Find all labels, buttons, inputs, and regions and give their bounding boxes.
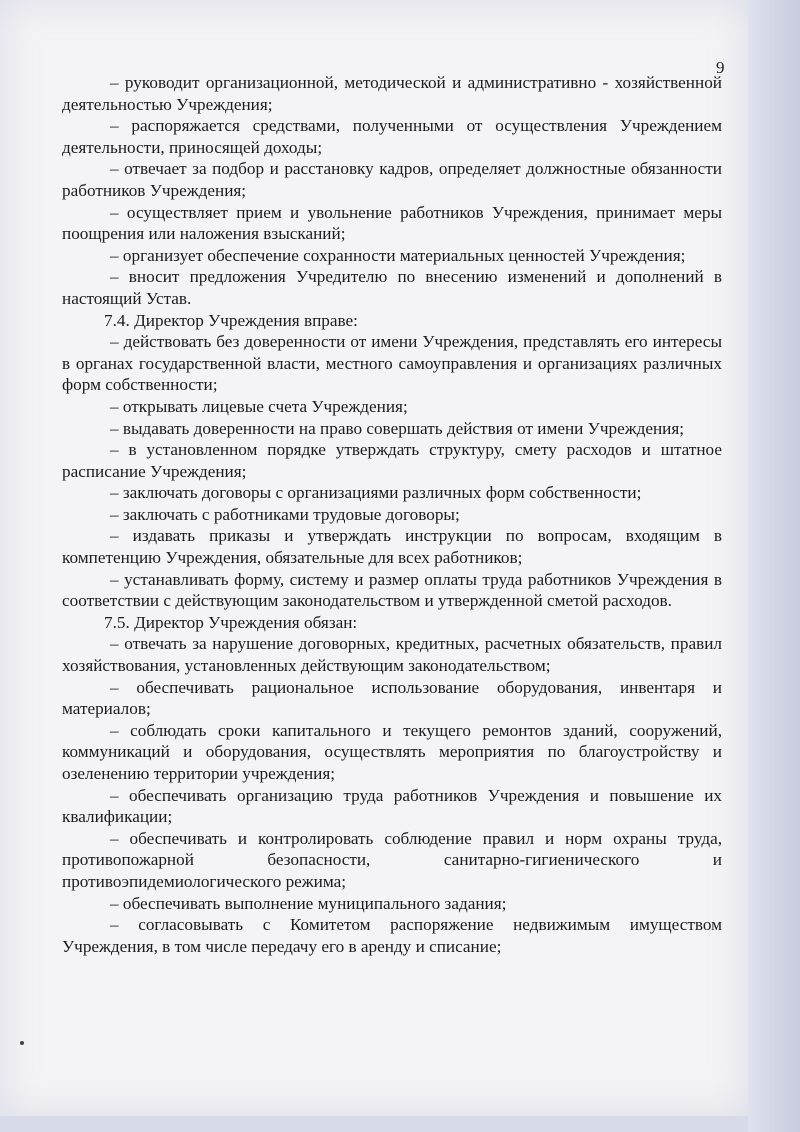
- paragraph-10: – выдавать доверенности на право совершать действия от имени Учреждения;: [110, 418, 685, 438]
- paragraph-1: – руководит организационной, методической и административно - хозяйственной деятельностью Учреждения;: [62, 73, 722, 114]
- paragraph-8: – действовать без доверенности от имени Учреждения, представлять его интересы в органах государственной власти, местного самоуправления и организациях различных форм собственности;: [62, 332, 722, 395]
- paragraph-12: – заключать договоры с организациями различных форм собственности;: [110, 483, 642, 503]
- paragraph-4: – осуществляет прием и увольнение работников Учреждения, принимает меры поощрения или наложения взысканий;: [62, 202, 722, 244]
- paragraph-5: – организует обеспечение сохранности материальных ценностей Учреждения;: [110, 245, 686, 265]
- paragraph-13: – заключать с работниками трудовые договоры;: [110, 504, 460, 524]
- paragraph-21: – обеспечивать и контролировать соблюдение правил и норм охраны труда, противопожарной безопасности, санитарно-гигиенического и противоэпидемиологического режима;: [62, 828, 722, 891]
- paragraph-15: – устанавливать форму, систему и размер оплаты труда работников Учреждения в соответствии с действующим законодательством и утвержденной сметой расходов.: [62, 569, 722, 611]
- paragraph-17: – отвечать за нарушение договорных, кредитных, расчетных обязательств, правил хозяйствования, установленных действующим законодательством;: [62, 634, 722, 676]
- section-heading-7-5: 7.5. Директор Учреждения обязан:: [104, 612, 358, 632]
- paragraph-3: – отвечает за подбор и расстановку кадров, определяет должностные обязанности работников Учреждения;: [62, 159, 722, 200]
- page-bottom-edge: [0, 1116, 748, 1132]
- paragraph-23: – согласовывать с Комитетом распоряжение недвижимым имуществом Учреждения, в том числе передачу его в аренду и списание;: [62, 915, 722, 956]
- paragraph-18: – обеспечивать рациональное использование оборудования, инвентаря и материалов;: [62, 677, 722, 719]
- paragraph-11: – в установленном порядке утверждать структуру, смету расходов и штатное расписание Учреждения;: [62, 440, 722, 481]
- paragraph-14: – издавать приказы и утверждать инструкции по вопросам, входящим в компетенцию Учреждения, обязательные для всех работников;: [62, 526, 722, 568]
- page-number: 9: [716, 58, 725, 77]
- paragraph-20: – обеспечивать организацию труда работников Учреждения и повышение их квалификации;: [62, 785, 722, 827]
- paragraph-6: – вносит предложения Учредителю по внесению изменений и дополнений в настоящий Устав.: [62, 267, 722, 308]
- paragraph-9: – открывать лицевые счета Учреждения;: [110, 396, 408, 416]
- section-heading-7-4: 7.4. Директор Учреждения вправе:: [104, 310, 358, 330]
- scan-dot-mark: [20, 1041, 24, 1045]
- paragraph-22: – обеспечивать выполнение муниципального задания;: [110, 893, 507, 913]
- paragraph-2: – распоряжается средствами, полученными от осуществления Учреждением деятельности, приносящей доходы;: [62, 116, 722, 157]
- page-edge: [748, 0, 800, 1132]
- document-body: [62, 72, 722, 957]
- paragraph-19: – соблюдать сроки капитального и текущего ремонтов зданий, сооружений, коммуникаций и оборудования, осуществлять мероприятия по благоустройству и озеленению территории учреждения;: [62, 720, 722, 783]
